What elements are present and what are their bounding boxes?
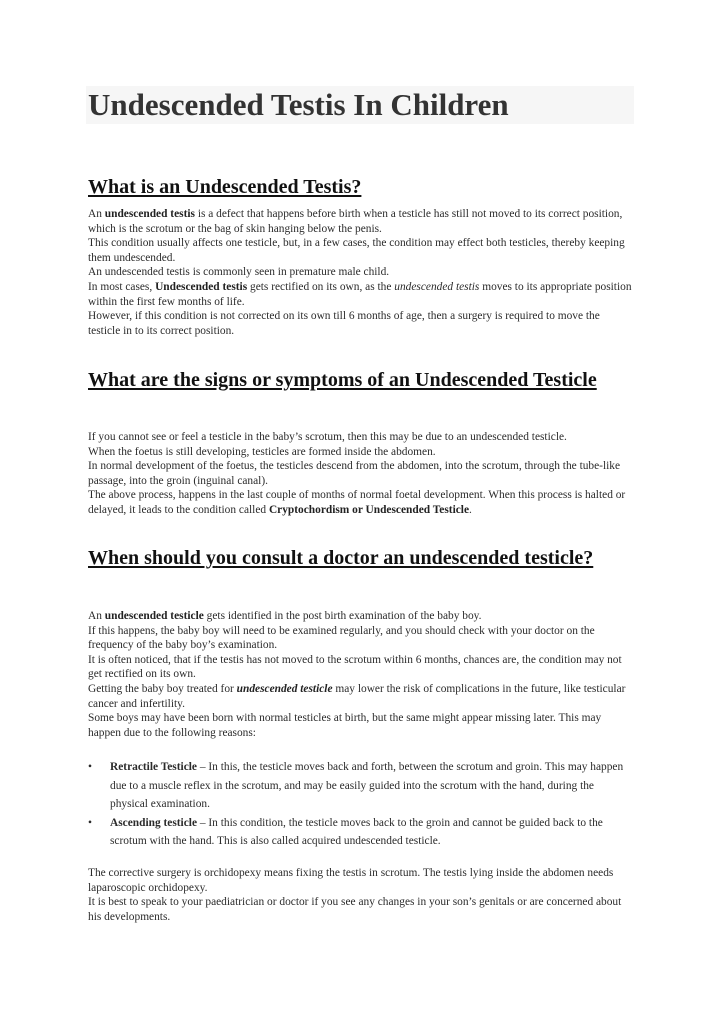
text-run: gets rectified on its own, as the: [247, 280, 395, 293]
list-item: [88, 814, 633, 851]
paragraph: If you cannot see or feel a testicle in the baby’s scrotum, then this may be due to an undescended testicle.: [88, 431, 567, 443]
text-run: In most cases,: [88, 280, 156, 293]
bold-term: Cryptochordism or Undescended Testicle: [268, 503, 470, 516]
paragraph: If this happens, the baby boy will need to be examined regularly, and you should check with your doctor on the frequency of the baby boy’s examination.: [88, 624, 595, 652]
text-run: An: [88, 208, 105, 220]
bold-term: undescended testis: [104, 208, 195, 220]
page-title: Undescended Testis In Children: [88, 87, 509, 122]
paragraph: However, if this condition is not corrected on its own till 6 months of age, then a surgery is required to move the testicle in to its correct position.: [88, 310, 600, 337]
text-run: moves to its appropriate position within the first few months of life.: [88, 280, 632, 308]
paragraph: In normal development of the foetus, the testicles descend from the abdomen, into the scrotum, through the tube-like passage, into the groin (inguinal canal).: [88, 460, 621, 487]
bold-italic-term: undescended testicle: [236, 682, 333, 695]
bullet-icon: •: [88, 761, 92, 773]
text-run: – In this, the testicle moves back and forth, between the scrotum and groin. This may happen due to a muscle reflex in the scrotum, and may be easily guided into the scrotum with the hand, during the physical examination.: [110, 761, 624, 810]
text-run: The above process, happens in the last couple of months of normal foetal development. When this process is halted or delayed, it leads to the condition called: [88, 489, 626, 516]
paragraph: Some boys may have been born with normal testicles at birth, but the same might appear missing later. This may happen due to the following reasons:: [88, 712, 602, 739]
text-run: Getting the baby boy treated for: [88, 682, 237, 695]
text-run: may lower the risk of complications in the future, like testicular cancer and infertility.: [88, 682, 626, 710]
paragraph: This condition usually affects one testicle, but, in a few cases, the condition may effect both testicles, thereby keeping them undescended.: [88, 237, 625, 264]
paragraph: [88, 682, 633, 711]
reasons-list: [88, 758, 633, 851]
bullet-icon: •: [88, 816, 92, 829]
section-heading-consult: When should you consult a doctor an undescended testicle?: [88, 547, 594, 569]
paragraph: It is best to speak to your paediatrician or doctor if you see any changes in your son’s genitals or are concerned about his developments.: [88, 896, 622, 923]
section-heading-what-is: What is an Undescended Testis?: [88, 176, 362, 198]
bold-term: Ascending testicle: [110, 816, 197, 829]
bold-term: undescended testicle: [104, 610, 204, 622]
text-run: – In this condition, the testicle moves back to the groin and cannot be guided back to the scrotum with the hand. This is also called acquired undescended testicle.: [110, 816, 603, 847]
section-body-symptoms: [88, 430, 633, 518]
paragraph: [88, 207, 633, 236]
section-heading-symptoms: What are the signs or symptoms of an Undescended Testicle: [88, 369, 597, 391]
text-run: An: [88, 610, 105, 622]
bold-term: Undescended testis: [155, 280, 248, 293]
section-body-closing: [88, 866, 633, 924]
section-body-what-is: [88, 207, 633, 338]
list-item: [88, 758, 633, 814]
paragraph: An undescended testis is commonly seen in premature male child.: [88, 266, 390, 279]
section-body-consult: [88, 609, 633, 740]
text-run: gets identified in the post birth examination of the baby boy.: [203, 610, 482, 622]
paragraph: It is often noticed, that if the testis has not moved to the scrotum within 6 months, chances are, the condition may not get rectified on its own.: [88, 653, 622, 681]
paragraph: [88, 488, 633, 517]
paragraph: The corrective surgery is orchidopexy means fixing the testis in scrotum. The testis lying inside the abdomen needs laparoscopic orchidopexy.: [88, 867, 614, 894]
text-run: is a defect that happens before birth when a testicle has still not moved to its correct position, which is the scrotum or the bag of skin hanging below the penis.: [88, 208, 623, 235]
italic-term: undescended testis: [394, 280, 480, 293]
paragraph: [88, 609, 633, 624]
paragraph: When the foetus is still developing, testicles are formed inside the abdomen.: [88, 445, 436, 458]
text-run: .: [469, 503, 472, 516]
bold-term: Retractile Testicle: [110, 761, 197, 773]
paragraph: [88, 280, 633, 309]
